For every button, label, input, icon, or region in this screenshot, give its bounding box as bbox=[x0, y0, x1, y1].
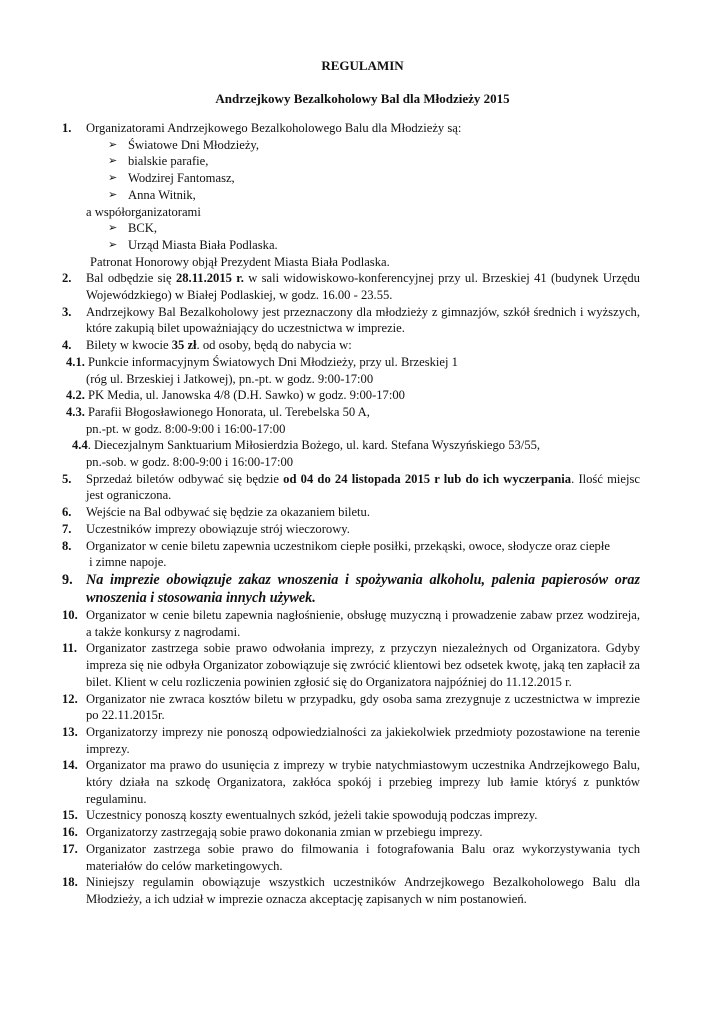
regulation-text: Organizatorami Andrzejkowego Bezalkoholowego Balu dla Młodzieży są: bbox=[86, 121, 462, 135]
regulation-number: 10. bbox=[62, 607, 78, 622]
regulation-15: 15. Uczestnicy ponoszą koszty ewentualnych szkód, jeżeli takie spowodują podczas imprezy. bbox=[62, 808, 538, 823]
ticket-price: 35 zł bbox=[171, 338, 197, 353]
sale-period: od 04 do 24 listopada 2015 r lub do ich wyczerpania bbox=[283, 471, 572, 486]
regulation-10: 10. Organizator w cenie biletu zapewnia nagłośnienie, obsługę muzyczną i prowadzenie zabaw przez wodzireja, a także konkursy z nagrodami. bbox=[62, 607, 640, 639]
arrow-bullet-icon: ➢ bbox=[108, 138, 118, 151]
regulation-3: 3. Andrzejkowy Bal Bezalkoholowy jest przeznaczony dla młodzieży z gimnazjów, szkół średnich i wyższych, które zakupią bilet upoważniający do uczestnictwa w imprezie. bbox=[62, 304, 640, 336]
regulation-number: 12. bbox=[62, 691, 78, 706]
co-organizer-item: ➢ Urząd Miasta Biała Podlaska. bbox=[108, 237, 278, 252]
arrow-bullet-icon: ➢ bbox=[108, 155, 118, 168]
regulation-18: 18. Niniejszy regulamin obowiązuje wszystkich uczestników Andrzejkowego Bezalkoholowego Balu dla Młodzieży, a ich udział w imprezie oznacza akceptację zapisanych w nim postanowień. bbox=[62, 875, 640, 906]
regulation-13: 13. Organizatorzy imprezy nie ponoszą odpowiedzialności za jakiekolwiek przedmioty pozostawione na terenie imprezy. bbox=[62, 724, 640, 756]
regulation-number: 7. bbox=[62, 521, 72, 536]
organizer-item: ➢ Anna Witnik, bbox=[108, 187, 196, 202]
regulation-number: 8. bbox=[62, 538, 72, 553]
regulation-16: 16. Organizatorzy zastrzegają sobie prawo dokonania zmian w przebiegu imprezy. bbox=[62, 825, 483, 840]
event-date: 28.11.2015 r. bbox=[175, 271, 244, 286]
honorary-patronage: Patronat Honorowy objął Prezydent Miasta Biała Podlaska. bbox=[90, 254, 390, 269]
regulation-9 bbox=[62, 571, 640, 607]
regulation-7: 7. Uczestników imprezy obowiązuje strój wieczorowy. bbox=[62, 521, 350, 536]
sale-point-3-details: pn.-pt. w godz. 8:00-9:00 i 16:00-17:00 bbox=[86, 421, 286, 436]
regulations-list bbox=[62, 120, 640, 908]
regulation-number: 4. bbox=[62, 338, 72, 353]
regulation-14: 14. Organizator ma prawo do usunięcia z imprezy w trybie natychmiastowym uczestnika Andrzejkowego Balu, który działa na szkodę Organizatora, zakłóca spokój i przebieg imprezy lub łamie któryś z punktów regulaminu. bbox=[62, 758, 640, 806]
regulation-number: 9. bbox=[62, 571, 73, 588]
regulation-12: 12. Organizator nie zwraca kosztów biletu w przypadku, gdy osoba sama zrezygnuje z uczestnictwa w imprezie po 22.11.2015r. bbox=[62, 691, 640, 723]
arrow-bullet-icon: ➢ bbox=[108, 222, 118, 235]
regulation-6: 6. Wejście na Bal odbywać się będzie za okazaniem biletu. bbox=[62, 505, 370, 520]
regulation-number: 14. bbox=[62, 758, 78, 773]
regulation-2: 2. Bal odbędzie się 28.11.2015 r. w sali widowiskowo-konferencyjnej przy ul. Brzeskiej 41 (budynek Urzędu Wojewódzkiego) w Białej Podlaskiej, w godz. 16.00 - 23.55. bbox=[62, 271, 640, 303]
sale-point-2: 4.2. PK Media, ul. Janowska 4/8 (D.H. Sawko) w godz. 9:00-17:00 bbox=[66, 388, 405, 403]
sale-point-3: 4.3. Parafii Błogosławionego Honorata, ul. Terebelska 50 A, bbox=[66, 404, 370, 419]
regulation-number: 2. bbox=[62, 271, 72, 286]
arrow-bullet-icon: ➢ bbox=[108, 172, 118, 185]
regulation-5: 5. Sprzedaż biletów odbywać się będzie od 04 do 24 listopada 2015 r lub do ich wyczerpania. Ilość miejsc jest ograniczona. bbox=[62, 471, 640, 503]
sale-point-4: 4.4. Diecezjalnym Sanktuarium Miłosierdzia Bożego, ul. kard. Stefana Wyszyńskiego 53/55, bbox=[72, 438, 541, 453]
document-title: REGULAMIN bbox=[321, 58, 404, 73]
regulation-number: 17. bbox=[62, 841, 78, 856]
regulation-8: 8. Organizator w cenie biletu zapewnia uczestnikom ciepłe posiłki, przekąski, owoce, słodycze oraz ciepłe i zimne napoje. bbox=[62, 538, 610, 570]
sale-point-1-details: (róg ul. Brzeskiej i Jatkowej), pn.-pt. w godz. 9:00-17:00 bbox=[86, 371, 374, 386]
sale-point-1: 4.1. Punkcie informacyjnym Światowych Dni Młodzieży, przy ul. Brzeskiej 1 bbox=[66, 354, 458, 369]
regulation-number: 11. bbox=[62, 641, 78, 656]
regulation-number: 13. bbox=[62, 724, 78, 739]
alcohol-ban-notice: Na imprezie obowiązuje zakaz wnoszenia i spożywania alkoholu, palenia papierosów oraz wnoszenia i stosowania innych używek. bbox=[86, 571, 640, 606]
regulation-1 bbox=[62, 120, 640, 137]
regulation-number: 1. bbox=[62, 121, 72, 135]
document-subtitle: Andrzejkowy Bezalkoholowy Bal dla Młodzieży 2015 bbox=[215, 91, 510, 106]
organizer-item: ➢ Światowe Dni Młodzieży, bbox=[108, 137, 260, 152]
regulation-4: 4. Bilety w kwocie 35 zł. od osoby, będą do nabycia w: bbox=[62, 338, 352, 353]
arrow-bullet-icon: ➢ bbox=[108, 188, 118, 201]
sale-point-4-details: pn.-sob. w godz. 8:00-9:00 i 16:00-17:00 bbox=[86, 455, 294, 470]
regulation-number: 6. bbox=[62, 505, 72, 520]
organizer-item: ➢ bialskie parafie, bbox=[108, 154, 209, 169]
regulation-number: 15. bbox=[62, 808, 78, 823]
regulation-number: 18. bbox=[62, 875, 78, 890]
arrow-bullet-icon: ➢ bbox=[108, 238, 118, 251]
co-organizer-item: ➢ BCK, bbox=[108, 221, 158, 236]
regulation-number: 5. bbox=[62, 471, 72, 486]
regulation-17: 17. Organizator zastrzega sobie prawo do filmowania i fotografowania Balu oraz wykorzystywania tych materiałów do celów marketingowych. bbox=[62, 841, 640, 873]
regulation-number: 16. bbox=[62, 825, 78, 840]
organizer-item: ➢ Wodzirej Fantomasz, bbox=[108, 171, 235, 186]
co-organizers-intro: a współorganizatorami bbox=[86, 204, 201, 219]
regulation-11: 11. Organizator zastrzega sobie prawo odwołania imprezy, z przyczyn niezależnych od Organizatora. Gdyby impreza się nie odbyła Organizator zobowiązuje się zwrócić klientowi bez odsetek kwotę, jaką ten zapłacił za bilet. Klient w celu rozliczenia powinien zgłosić się do Organizatora najpóźniej do 11.12.2015 r. bbox=[62, 641, 640, 689]
regulation-number: 3. bbox=[62, 304, 72, 319]
